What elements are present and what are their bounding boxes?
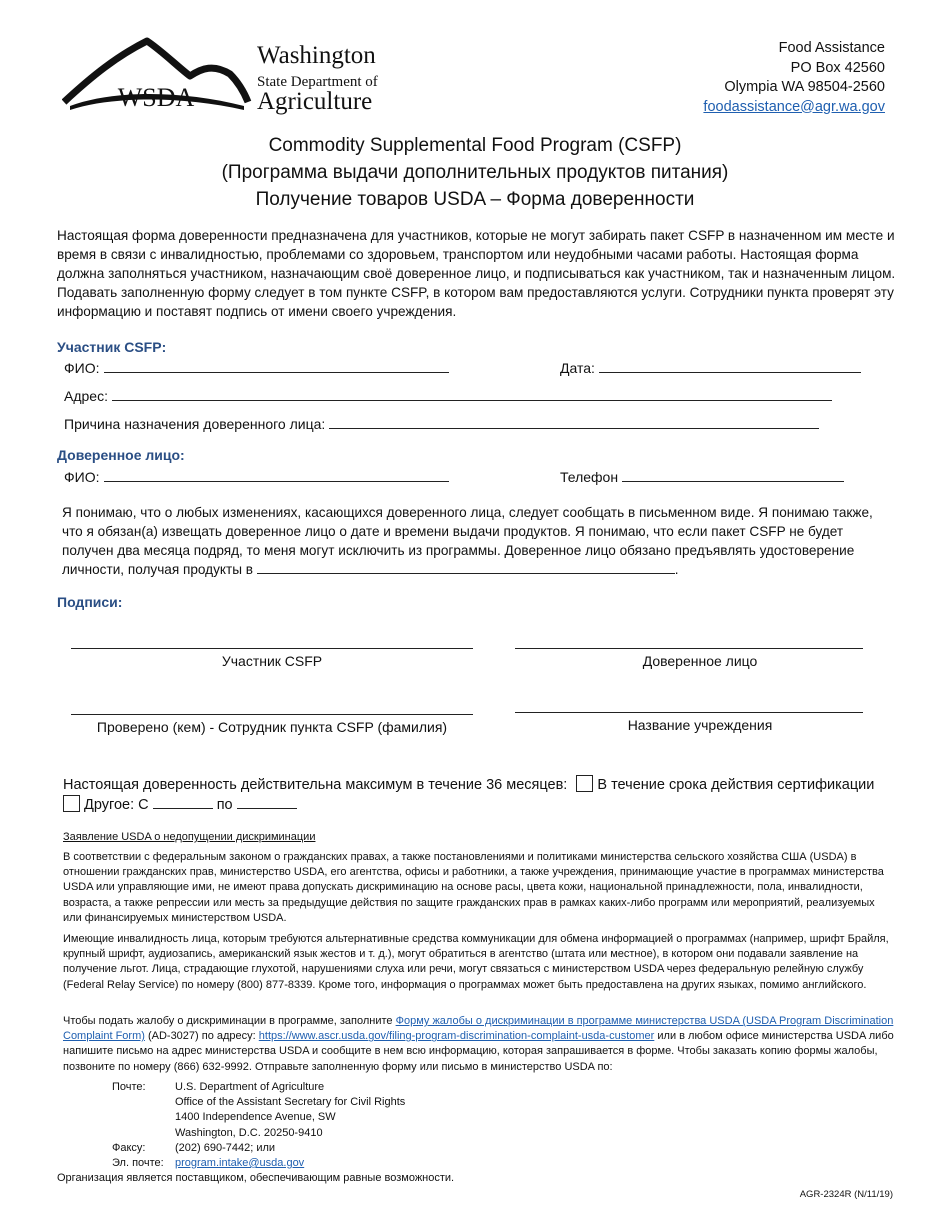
pledge-end: .: [674, 562, 679, 577]
para3-text-c: или в любом офисе министерства USDA либо напишите письмо на адрес министерства USDA и сообщите в нем всю информацию, которая запрашивается в форме. Чтобы заказать копию формы жалобы, позвоните по номеру (866) 632-9992. Отправьте заполненную форму или письмо в министерство USDA по:: [63, 1030, 894, 1073]
nondiscrimination-heading: Заявление USDA о недопущении дискриминации: [63, 831, 316, 843]
participant-signature-label: Участник CSFP: [221, 653, 323, 669]
email-label: Эл. почте:: [112, 1157, 164, 1169]
mail-line-1: U.S. Department of Agriculture: [175, 1081, 325, 1093]
other-validity-line: [63, 795, 297, 813]
participant-name-line: [64, 359, 449, 376]
participant-signature-line[interactable]: [71, 648, 473, 649]
title-line-2: (Программа выдачи дополнительных продуктов питания): [221, 162, 729, 183]
nondiscrimination-para-3: [63, 1014, 895, 1075]
participant-reason-line: [64, 415, 819, 432]
pledge-location-field[interactable]: [257, 560, 675, 574]
contact-box: PO Box 42560: [790, 59, 885, 76]
participant-address-line: [64, 387, 832, 404]
complaint-form-link[interactable]: Форму жалобы о дискриминации в программе министерства USDA (USDA Program Discrimination Complaint Form): [63, 1015, 894, 1043]
logo-state-dept: State Department of: [257, 74, 378, 90]
certification-option-label: В течение срока действия сертификации: [597, 777, 875, 793]
participant-reason-label: Причина назначения доверенного лица:: [64, 416, 326, 432]
title-line-1: Commodity Supplemental Food Program (CSFP): [268, 135, 682, 156]
mail-line-4: Washington, D.C. 20250-9410: [175, 1126, 323, 1139]
form-title: [0, 132, 950, 213]
logo-washington: Washington: [257, 42, 376, 69]
mail-line-3: 1400 Independence Avenue, SW: [175, 1111, 336, 1124]
contact-block: [703, 39, 885, 117]
contact-city: Olympia WA 98504-2560: [724, 79, 885, 95]
pledge-text: Я понимаю, что о любых изменениях, касающихся доверенного лица, следует сообщать в письменном виде. Я понимаю также, что я обязан(а) извещать доверенное лицо о дате и времени выдачи продуктов. Я понимаю, что если пакет CSFP не будет получен два месяца подряд, то меня могут исключить из программы. Доверенное лицо обязано предъявлять удостоверение личности, получая продукты в: [62, 505, 873, 577]
fax-number: (202) 690-7442; или: [175, 1142, 276, 1154]
svg-text:WSDA: WSDA: [117, 83, 195, 112]
mail-address: [175, 1080, 405, 1141]
agency-name-line[interactable]: [515, 712, 863, 713]
proxy-signature-label: Доверенное лицо: [642, 653, 758, 669]
usda-email-link[interactable]: program.intake@usda.gov: [175, 1157, 305, 1169]
pledge-paragraph: [62, 503, 892, 579]
usda-email: [175, 1156, 304, 1171]
complaint-url-link[interactable]: https://www.ascr.usda.gov/filing-program-discrimination-complaint-usda-customer: [258, 1030, 655, 1043]
para3-text-b: (AD-3027) по адресу:: [144, 1030, 259, 1043]
verified-by-line[interactable]: [71, 714, 473, 715]
participant-date-label: Дата:: [560, 360, 595, 376]
validity-line: [63, 775, 874, 793]
participant-name-field[interactable]: [104, 359, 449, 373]
participant-heading: Участник CSFP:: [57, 339, 167, 355]
fax-label: Факсу:: [112, 1142, 146, 1154]
para3-text-a: Чтобы подать жалобу о дискриминации в программе, заполните: [63, 1015, 396, 1027]
wsda-logo: [62, 36, 392, 118]
proxy-heading: Доверенное лицо:: [57, 447, 185, 463]
contact-email-link[interactable]: foodassistance@agr.wa.gov: [703, 98, 885, 115]
title-line-3: Получение товаров USDA – Форма доверенности: [255, 189, 695, 210]
proxy-name-field[interactable]: [104, 468, 449, 482]
form-number: AGR-2324R (N/11/19): [799, 1189, 893, 1200]
other-option-label: Другое: С: [84, 797, 149, 813]
proxy-phone-label: Телефон: [560, 469, 619, 485]
other-checkbox[interactable]: [63, 795, 80, 812]
proxy-name-line: [64, 468, 449, 485]
nondiscrimination-para-2: Имеющие инвалидность лица, которым требуются альтернативные средства коммуникации для обмена информацией о программах (например, шрифт Брайля, крупный шрифт, аудиозапись, американский язык жестов и т. д.), могут обратиться в агентство (штата или местное), в котором они подавали заявление на получение льгот. Лица, страдающие глухотой, нарушениями слуха или речи, могут связаться с министерством USDA через федеральную релейную службу (Federal Relay Service) по номеру (800) 877-8339. Кроме того, информация о программах может быть предоставлена на других языках, помимо английского.: [63, 933, 889, 991]
signatures-heading: Подписи:: [57, 594, 123, 610]
logo-agriculture: Agriculture: [257, 88, 373, 115]
proxy-phone-field[interactable]: [622, 468, 844, 482]
certification-checkbox[interactable]: [576, 775, 593, 792]
intro-paragraph: Настоящая форма доверенности предназначена для участников, которые не могут забирать пакет CSFP в назначенном им месте и время в связи с инвалидностью, проблемами со здоровьем, транспортом или неудобными часами работы. Настоящая форма должна заполняться участником, назначающим своё доверенное лицо, и подписываться как участником, так и назначенным лицом. Подавать заполненную форму следует в том пункте CSFP, в котором вам предоставляются услуги. Сотрудники пункта проверят эту информацию и поставят подпись от имени своего учреждения.: [57, 228, 896, 319]
validity-text: Настоящая доверенность действительна максимум в течение 36 месяцев:: [63, 777, 568, 793]
proxy-name-label: ФИО:: [64, 469, 100, 485]
nondiscrimination-para-1: В соответствии с федеральным законом о гражданских правах, а также постановлениями и политиками министерства сельского хозяйства США (USDA) в отношении гражданских прав, министерство USDA, его агентства, офисы и работники, а также учреждения, принимающие участие в программах министерства USDA или управляющие ими, не имеют права допускать дискриминацию на основе расы, цвета кожи, национальной принадлежности, пола, инвалидности, возраста, а также репрессии или месть за предыдущие действия по защите гражданских прав в рамках каких-либо программ или мероприятий, реализуемых или финансируемых министерством USDA.: [63, 851, 884, 924]
proxy-signature-line[interactable]: [515, 648, 863, 649]
mountain-logo-icon: [62, 36, 252, 118]
other-to-label: по: [216, 797, 233, 813]
agency-name-label: Название учреждения: [627, 717, 773, 733]
equal-opportunity-statement: Организация является поставщиком, обеспечивающим равные возможности.: [57, 1172, 455, 1184]
participant-address-field[interactable]: [112, 387, 832, 401]
mail-line-2: Office of the Assistant Secretary for Civil Rights: [175, 1096, 406, 1109]
other-from-field[interactable]: [153, 795, 213, 809]
other-to-field[interactable]: [237, 795, 297, 809]
participant-address-label: Адрес:: [64, 388, 108, 404]
mail-label: Почте:: [112, 1081, 146, 1093]
proxy-phone-line: [560, 468, 844, 485]
participant-reason-field[interactable]: [329, 415, 819, 429]
contact-org: Food Assistance: [778, 40, 885, 56]
participant-date-line: [560, 359, 861, 376]
participant-date-field[interactable]: [599, 359, 861, 373]
participant-name-label: ФИО:: [64, 360, 100, 376]
verified-by-label: Проверено (кем) - Сотрудник пункта CSFP (фамилия): [96, 719, 448, 735]
